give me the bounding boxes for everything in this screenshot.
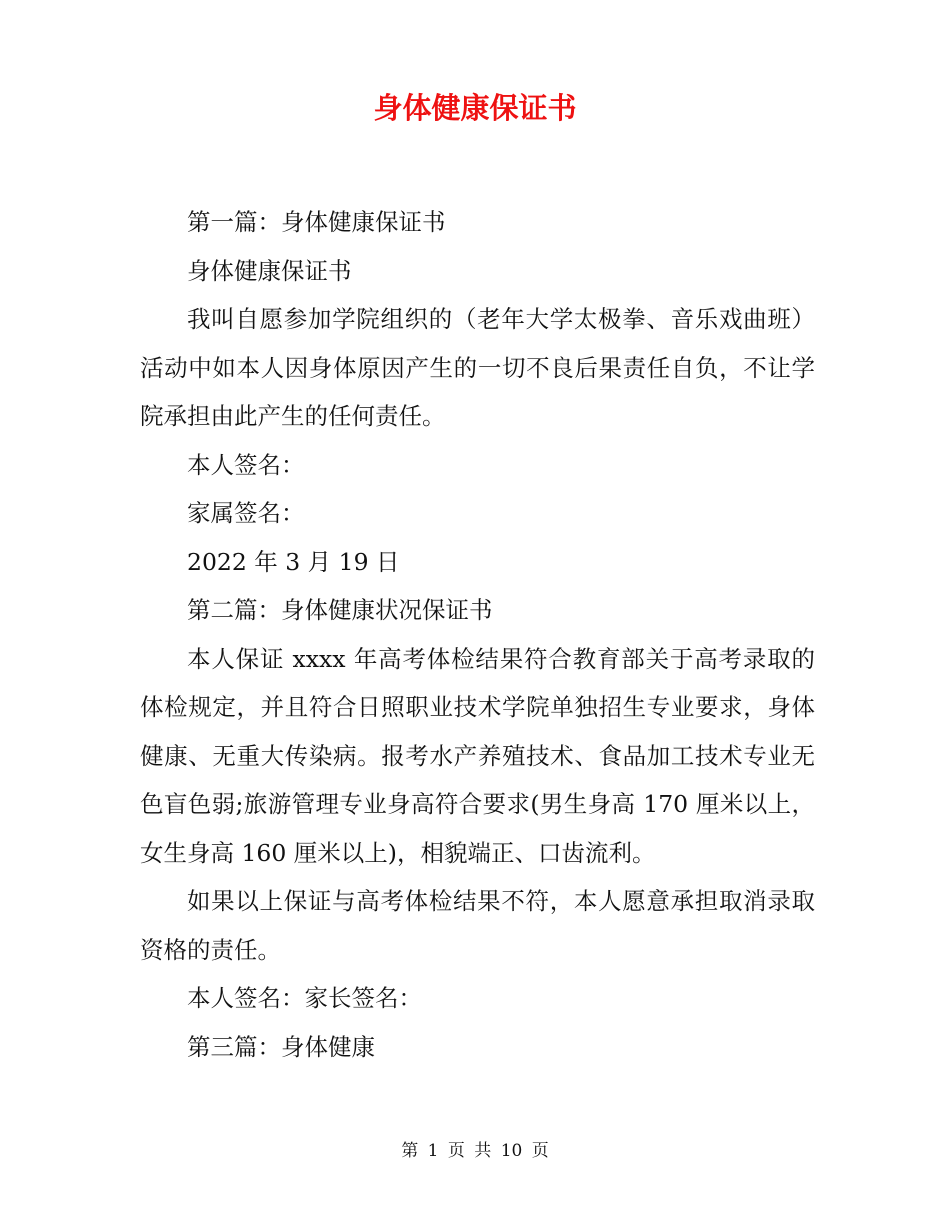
- pledge-paragraph-1: 我叫自愿参加学院组织的（老年大学太极拳、音乐戏曲班）活动中如本人因身体原因产生的一切不良后果责任自负，不让学院承担由此产生的任何责任。: [140, 305, 815, 430]
- signature-line-self: 本人签名：: [187, 450, 305, 479]
- section-heading-3: 第三篇：身体健康: [187, 1032, 375, 1061]
- page-title: 身体健康保证书: [373, 91, 577, 125]
- signature-line-parent: 本人签名：家长签名：: [187, 984, 422, 1012]
- section-heading-2: 第二篇：身体健康状况保证书: [187, 596, 493, 624]
- page-footer: 第 1 页 共 10 页: [401, 1141, 549, 1161]
- pledge-paragraph-3: 如果以上保证与高考体检结果不符，本人愿意承担取消录取资格的责任。: [140, 887, 815, 964]
- section-heading-1: 第一篇：身体健康保证书: [187, 208, 446, 236]
- pledge-paragraph-2: 本人保证 xxxx 年高考体检结果符合教育部关于高考录取的体检规定，并且符合日照职业技术学院单独招生专业要求，身体健康、无重大传染病。报考水产养殖技术、食品加工技术专业无色盲色弱;旅游管理专业身高符合要求(男生身高 170 厘米以上，女生身高 160 厘米以上)，相貌端正、口齿流利。: [140, 644, 815, 867]
- signature-line-family: 家属签名：: [187, 499, 305, 527]
- document-body: [140, 198, 815, 1071]
- document-subtitle: 身体健康保证书: [187, 256, 352, 285]
- date-line: 2022 年 3 月 19 日: [187, 547, 400, 576]
